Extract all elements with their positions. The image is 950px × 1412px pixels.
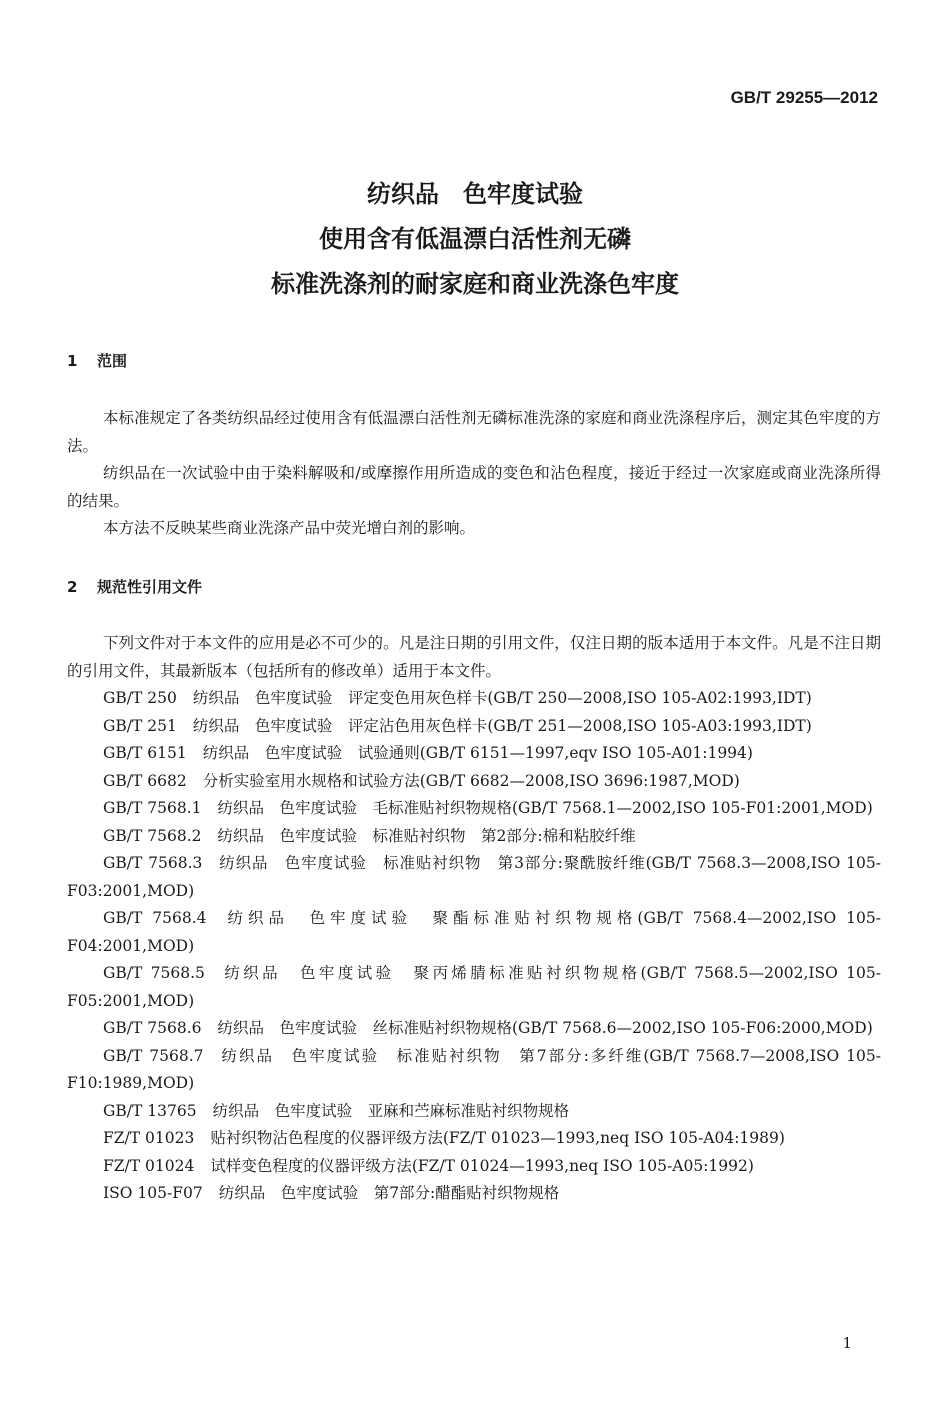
reference-title: 纺织品 色牢度试验 丝标准贴衬织物规格(GB/T 7568.6—2002,ISO 105-F06:2000,MOD) <box>217 1019 873 1037</box>
reference-title: 贴衬织物沾色程度的仪器评级方法(FZ/T 01023—1993,neq ISO 105-A04:1989) <box>210 1129 785 1147</box>
reference-item <box>67 685 881 713</box>
reference-item <box>67 740 881 768</box>
section-number: 1 <box>67 352 78 370</box>
reference-title: 纺织品 色牢度试验 第7部分:醋酯贴衬织物规格 <box>218 1184 560 1202</box>
reference-list <box>67 685 881 1208</box>
reference-code: GB/T 6151 <box>103 744 187 762</box>
reference-code: GB/T 7568.3 <box>103 854 203 872</box>
reference-code: FZ/T 01024 <box>103 1156 195 1175</box>
reference-item <box>67 1098 881 1126</box>
section-2-heading <box>67 576 202 597</box>
reference-title: 纺织品 色牢度试验 毛标准贴衬织物规格(GB/T 7568.1—2002,ISO 105-F01:2001,MOD) <box>217 799 873 817</box>
reference-code: GB/T 7568.4 <box>103 909 207 927</box>
section-title: 范围 <box>97 352 128 370</box>
reference-item <box>67 823 881 851</box>
paragraph: 本方法不反映某些商业洗涤产品中荧光增白剂的影响。 <box>103 519 476 537</box>
section-2-body <box>67 630 881 1208</box>
standard-code: GB/T 29255—2012 <box>730 88 878 107</box>
reference-title: 纺织品 色牢度试验 标准贴衬织物 第3部分:聚酰胺纤维(GB/T 7568.3—2008,ISO 105-F03:2001,MOD) <box>67 854 882 900</box>
reference-item <box>67 768 881 796</box>
section-title: 规范性引用文件 <box>97 578 203 596</box>
reference-title: 纺织品 色牢度试验 试验通则(GB/T 6151—1997,eqv ISO 105-A01:1994) <box>202 744 753 762</box>
reference-title: 纺织品 色牢度试验 评定沾色用灰色样卡(GB/T 251—2008,ISO 105-A03:1993,IDT) <box>192 716 812 735</box>
reference-item <box>67 795 881 823</box>
reference-code: GB/T 7568.2 <box>103 826 202 845</box>
reference-item <box>67 713 881 741</box>
reference-title: 纺织品 色牢度试验 标准贴衬织物 第7部分:多纤维(GB/T 7568.7—2008,ISO 105-F10:1989,MOD) <box>67 1046 882 1092</box>
reference-title: 纺织品 色牢度试验 标准贴衬织物 第2部分:棉和粘胶纤维 <box>217 826 636 845</box>
reference-title: 纺织品 色牢度试验 亚麻和苎麻标准贴衬织物规格 <box>212 1101 570 1120</box>
section-1-body <box>67 405 881 543</box>
reference-code: ISO 105-F07 <box>103 1184 203 1202</box>
reference-code: GB/T 7568.6 <box>103 1019 202 1037</box>
reference-title: 纺织品 色牢度试验 聚丙烯腈标准贴衬织物规格(GB/T 7568.5—2002,ISO 105-F05:2001,MOD) <box>67 964 881 1010</box>
section-1-heading <box>67 350 127 371</box>
title-line-3: 标准洗涤剂的耐家庭和商业洗涤色牢度 <box>271 270 679 298</box>
paragraph: 纺织品在一次试验中由于染料解吸和/或摩擦作用所造成的变色和沾色程度，接近于经过一次家庭或商业洗涤所得的结果。 <box>67 464 881 510</box>
reference-title: 纺织品 色牢度试验 聚酯标准贴衬织物规格(GB/T 7568.4—2002,ISO 105-F04:2001,MOD) <box>67 909 881 955</box>
reference-item <box>67 905 881 960</box>
reference-item <box>67 1153 881 1181</box>
reference-code: GB/T 250 <box>103 689 177 707</box>
reference-item <box>67 1043 881 1098</box>
paragraph: 本标准规定了各类纺织品经过使用含有低温漂白活性剂无磷标准洗涤的家庭和商业洗涤程序后，测定其色牢度的方法。 <box>67 409 881 455</box>
reference-item <box>67 850 881 905</box>
page-number: 1 <box>842 1334 852 1352</box>
title-line-2: 使用含有低温漂白活性剂无磷 <box>319 225 631 253</box>
reference-title: 纺织品 色牢度试验 评定变色用灰色样卡(GB/T 250—2008,ISO 105-A02:1993,IDT) <box>192 689 812 707</box>
section-number: 2 <box>67 578 78 596</box>
reference-code: GB/T 7568.1 <box>103 799 202 817</box>
reference-code: GB/T 7568.7 <box>103 1046 204 1065</box>
title-line-1: 纺织品 色牢度试验 <box>367 180 583 208</box>
reference-item <box>67 1125 881 1153</box>
paragraph: 下列文件对于本文件的应用是必不可少的。凡是注日期的引用文件，仅注日期的版本适用于本文件。凡是不注日期的引用文件，其最新版本（包括所有的修改单）适用于本文件。 <box>67 634 881 680</box>
reference-title: 分析实验室用水规格和试验方法(GB/T 6682—2008,ISO 3696:1987,MOD) <box>202 771 740 790</box>
reference-item <box>67 1015 881 1043</box>
reference-item <box>67 960 881 1015</box>
reference-code: FZ/T 01023 <box>103 1129 195 1147</box>
reference-code: GB/T 13765 <box>103 1101 197 1120</box>
reference-code: GB/T 251 <box>103 716 177 735</box>
reference-code: GB/T 6682 <box>103 771 187 790</box>
document-title <box>0 172 950 307</box>
reference-item <box>67 1180 881 1208</box>
reference-code: GB/T 7568.5 <box>103 964 205 982</box>
reference-title: 试样变色程度的仪器评级方法(FZ/T 01024—1993,neq ISO 105-A05:1992) <box>210 1156 754 1175</box>
